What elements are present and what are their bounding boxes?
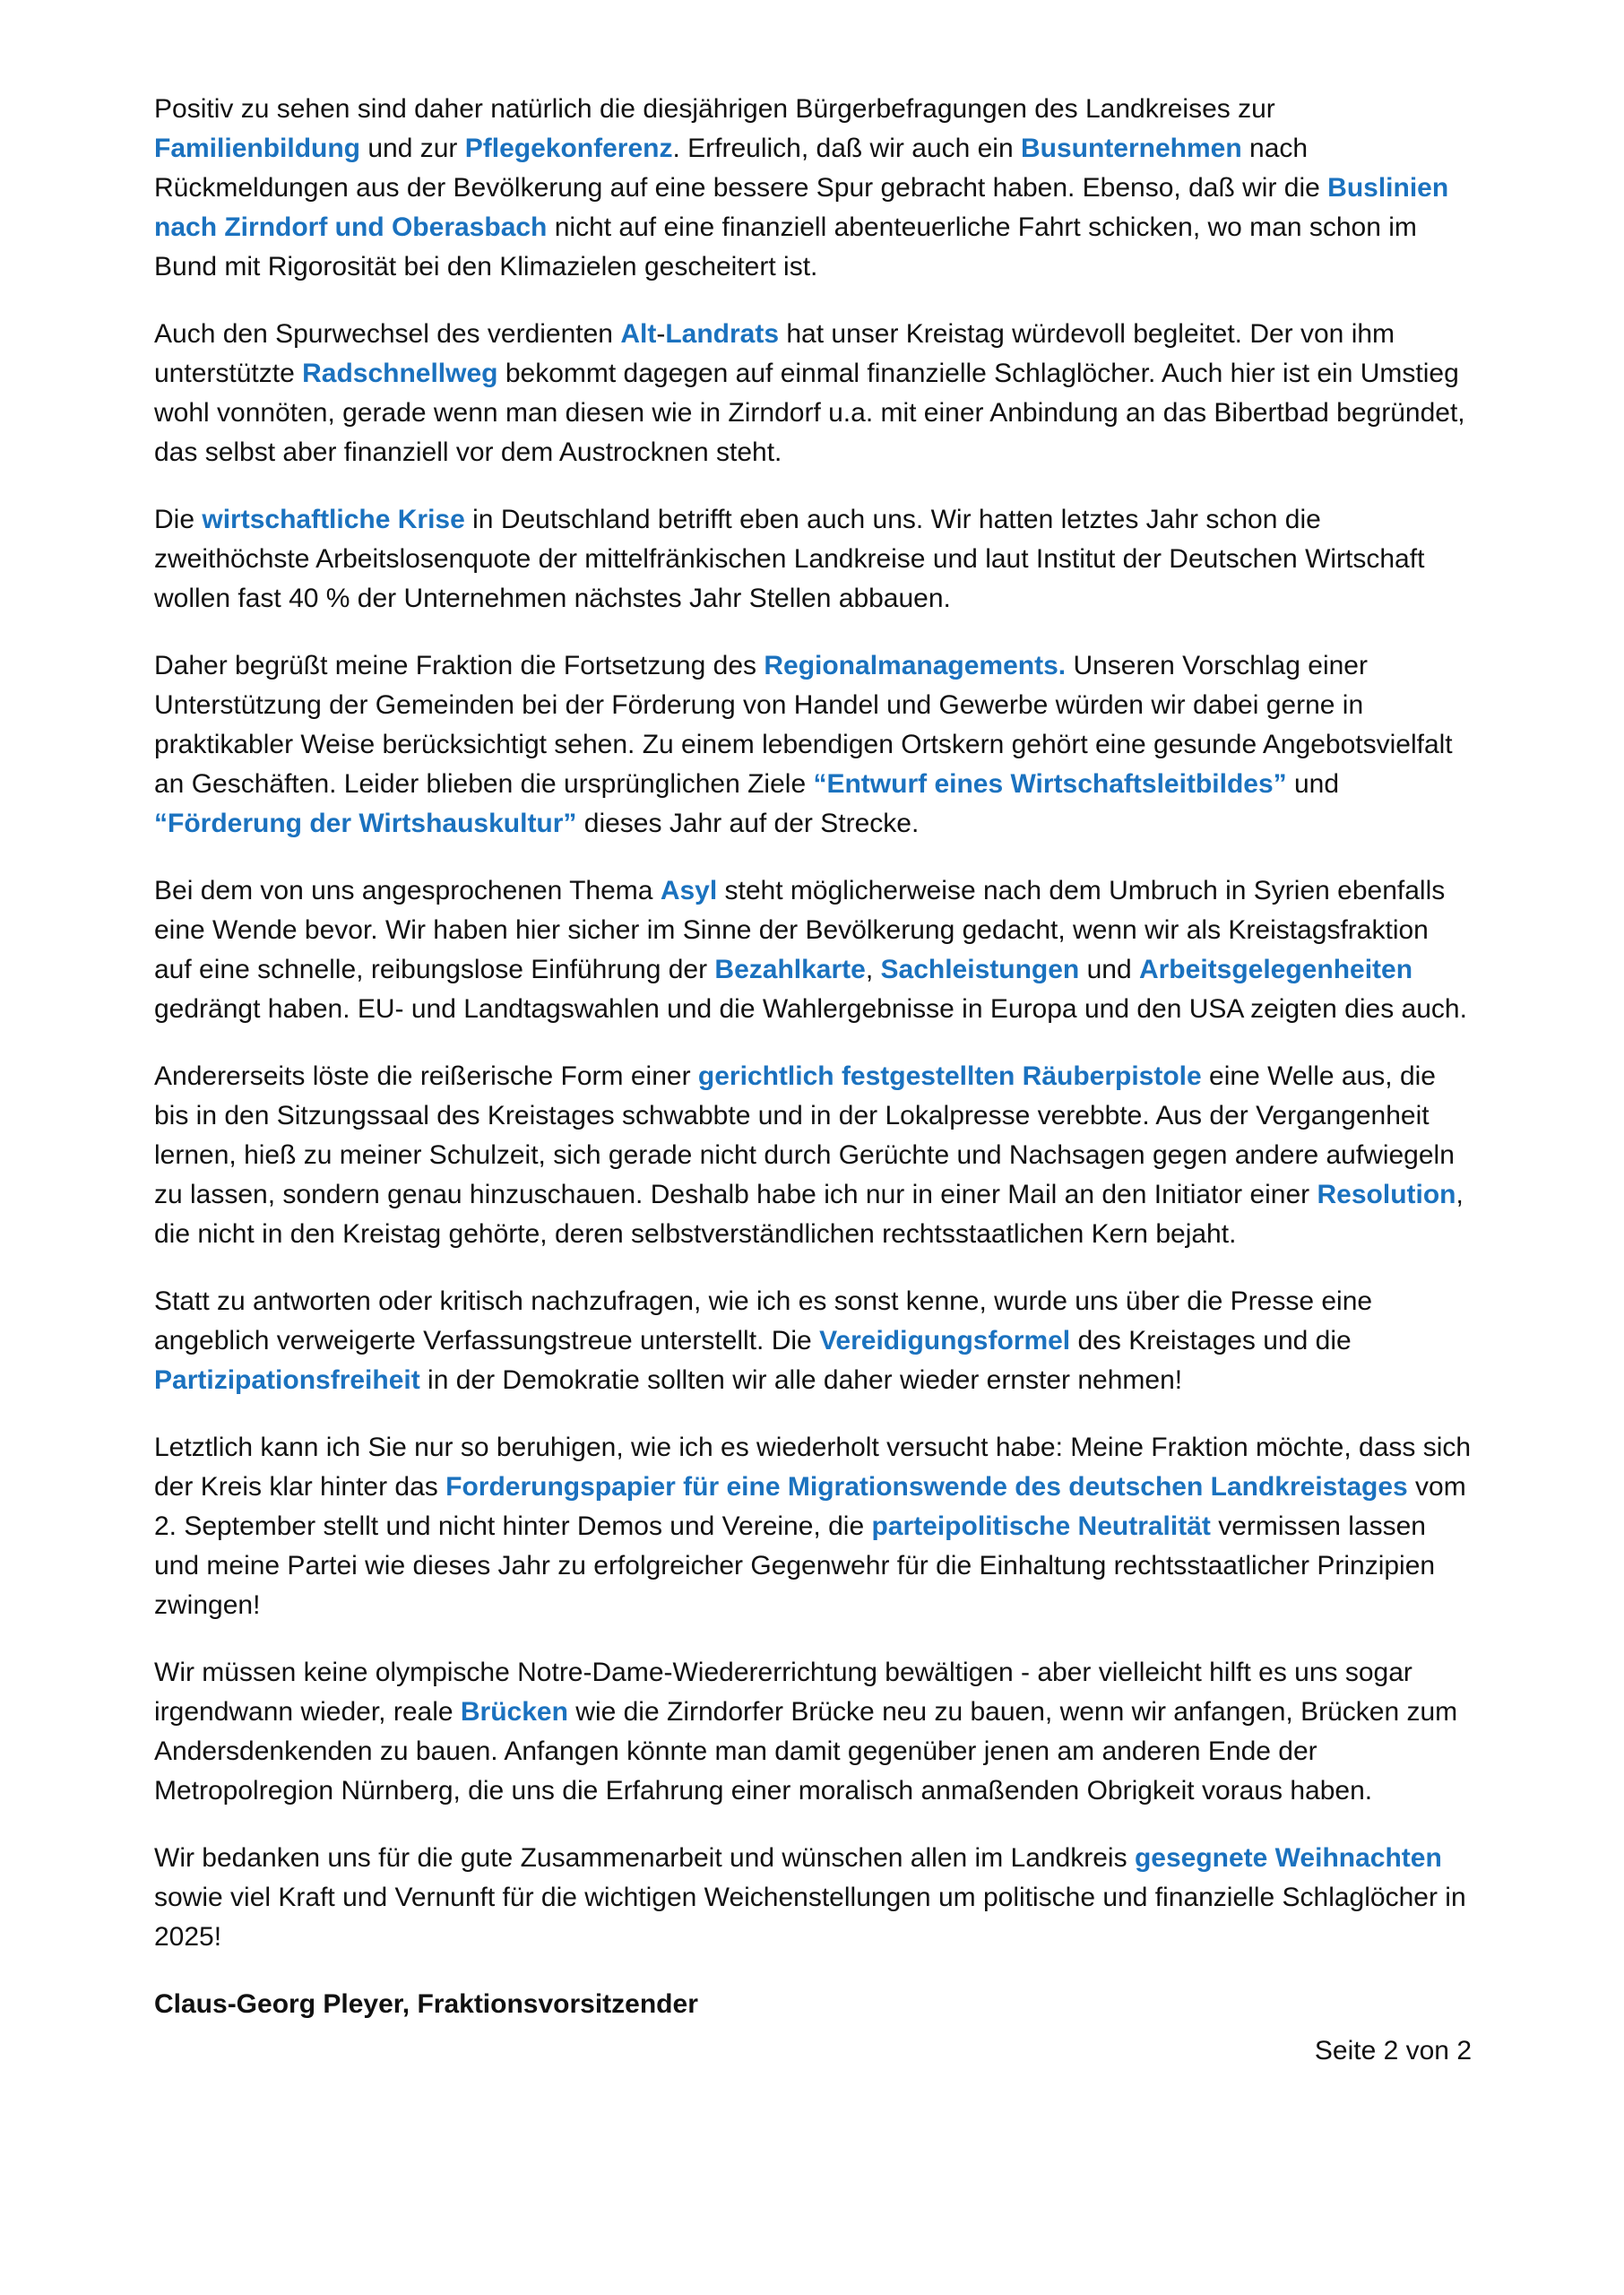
highlighted-term: gesegnete Weihnachten [1134, 1843, 1442, 1873]
text-run: Wir bedanken uns für die gute Zusammenarbeit und wünschen allen im Landkreis [154, 1843, 1135, 1873]
text-run: vom 2. September stellt und nicht hinter Demos und Vereine, die [154, 1472, 1466, 1541]
text-run: hat unser Kreistag würdevoll begleitet. Der von ihm unterstützte [154, 319, 1395, 388]
highlighted-term: Buslinien nach Zirndorf und Oberasbach [154, 173, 1449, 242]
paragraph [154, 646, 1472, 844]
text-run: , die nicht in den Kreistag gehörte, deren selbstverständlichen rechtsstaatlichen Kern bejaht. [154, 1180, 1464, 1249]
page-footer: Seite 2 von 2 [1314, 2036, 1472, 2066]
text-run: Statt zu antworten oder kritisch nachzufragen, wie ich es sonst kenne, wurde uns über die Presse eine angeblich verweigerte Verfassungstreue unterstellt. Die [154, 1286, 1373, 1355]
text-run: dieses Jahr auf der Strecke. [576, 809, 920, 838]
text-run: Auch den Spurwechsel des verdienten [154, 319, 621, 349]
text-run: Letztlich kann ich Sie nur so beruhigen, wie ich es wiederholt versucht habe: Meine Fraktion möchte, dass sich der Kreis klar hinter das [154, 1433, 1472, 1502]
text-run: Daher begrüßt meine Fraktion die Fortsetzung des [154, 651, 764, 680]
text-run: , [865, 955, 881, 984]
highlighted-term: Vereidigungsformel [819, 1326, 1071, 1355]
highlighted-term: Forderungspapier für eine Migrationswende des deutschen Landkreistages [445, 1472, 1408, 1502]
paragraph [154, 90, 1472, 287]
highlighted-term: “Förderung der Wirtshauskultur” [154, 809, 577, 838]
text-run: und [1079, 955, 1139, 984]
text-run: nicht auf eine finanziell abenteuerliche Fahrt schicken, wo man schon im Bund mit Rigorosität bei den Klimazielen gescheitert ist. [154, 212, 1417, 281]
text-run: Unseren Vorschlag einer Unterstützung der Gemeinden bei der Förderung von Handel und Gewerbe würden wir dabei gerne in praktikabler Weise berücksichtigt sehen. Zu einem lebendigen Ortskern gehört eine gesunde Angebotsvielfalt an Geschäften. Leider blieben die ursprünglichen Ziele [154, 651, 1453, 799]
text-run: in der Demokratie sollten wir alle daher wieder ernster nehmen! [419, 1365, 1183, 1395]
text-run: - [656, 319, 666, 349]
paragraph [154, 1653, 1472, 1811]
signature: Claus-Georg Pleyer, Fraktionsvorsitzender [154, 1989, 698, 2019]
highlighted-term: Resolution [1317, 1180, 1456, 1209]
text-run: Andererseits löste die reißerische Form einer [154, 1061, 698, 1091]
text-run: wie die Zirndorfer Brücke neu zu bauen, wenn wir anfangen, Brücken zum Andersdenkenden zu bauen. Anfangen könnte man damit gegenüber jenen am anderen Ende der Metropolregion Nürnberg, die uns die Erfahrung einer moralisch anmaßenden Obrigkeit voraus haben. [154, 1697, 1458, 1806]
highlighted-term: Busunternehmen [1020, 134, 1242, 163]
paragraph [154, 315, 1472, 472]
text-run: sowie viel Kraft und Vernunft für die wichtigen Weichenstellungen um politische und finanzielle Schlaglöcher in 2025! [154, 1883, 1466, 1952]
highlighted-term: Asyl [660, 876, 718, 905]
highlighted-term: “Entwurf eines Wirtschaftsleitbildes” [813, 769, 1287, 799]
paragraph [154, 1428, 1472, 1625]
text-run: vermissen lassen und meine Partei wie dieses Jahr zu erfolgreicher Gegenwehr für die Einhaltung rechtsstaatlicher Prinzipien zwingen! [154, 1511, 1436, 1620]
paragraph [154, 1282, 1472, 1400]
text-run: des Kreistages und die [1070, 1326, 1352, 1355]
paragraph [154, 500, 1472, 619]
highlighted-term: gerichtlich festgestellten Räuberpistole [697, 1061, 1202, 1091]
text-run: gedrängt haben. EU- und Landtagswahlen und die Wahlergebnisse in Europa und den USA zeigten dies auch. [154, 994, 1467, 1024]
text-run: bekommt dagegen auf einmal finanzielle Schlaglöcher. Auch hier ist ein Umstieg wohl vonnöten, gerade wenn man diesen wie in Zirndorf u.a. mit einer Anbindung an das Bibertbad begründet, das selbst aber finanziell vor dem Austrocknen steht. [154, 359, 1465, 467]
highlighted-term: Pflegekonferenz [464, 134, 673, 163]
highlighted-term: Regionalmanagements. [764, 651, 1067, 680]
highlighted-term: Arbeitsgelegenheiten [1138, 955, 1413, 984]
highlighted-term: wirtschaftliche Krise [202, 505, 465, 534]
text-run: Die [154, 505, 203, 534]
text-run: und [1286, 769, 1340, 799]
highlighted-term: Landrats [665, 319, 780, 349]
text-run: . Erfreulich, daß wir auch ein [672, 134, 1021, 163]
paragraph [154, 871, 1472, 1029]
text-run: Wir müssen keine olympische Notre-Dame-Wiedererrichtung bewältigen - aber vielleicht hilft es uns sogar irgendwann wieder, reale [154, 1658, 1412, 1727]
paragraph [154, 1839, 1472, 1957]
highlighted-term: Sachleistungen [880, 955, 1080, 984]
highlighted-term: Partizipationsfreiheit [154, 1365, 420, 1395]
text-run: in Deutschland betrifft eben auch uns. Wir hatten letztes Jahr schon die zweithöchste Arbeitslosenquote der mittelfränkischen Landkreise und laut Institut der Deutschen Wirtschaft wollen fast 40 % der Unternehmen nächstes Jahr Stellen abbauen. [154, 505, 1425, 613]
text-run: und zur [360, 134, 465, 163]
body-text [154, 90, 1472, 1957]
highlighted-term: Alt [620, 319, 657, 349]
text-run: Positiv zu sehen sind daher natürlich die diesjährigen Bürgerbefragungen des Landkreises zur [154, 94, 1275, 124]
document-page [154, 90, 1472, 2071]
highlighted-term: Familienbildung [154, 134, 360, 163]
text-run: Bei dem von uns angesprochenen Thema [154, 876, 661, 905]
paragraph [154, 1057, 1472, 1254]
text-run: steht möglicherweise nach dem Umbruch in Syrien ebenfalls eine Wende bevor. Wir haben hier sicher im Sinne der Bevölkerung gedacht, wenn wir als Kreistagsfraktion auf eine schnelle, reibungslose Einführung der [154, 876, 1446, 984]
highlighted-term: parteipolitische Neutralität [871, 1511, 1211, 1541]
highlighted-term: Brücken [460, 1697, 568, 1727]
highlighted-term: Bezahlkarte [714, 955, 866, 984]
highlighted-term: Radschnellweg [302, 359, 498, 388]
text-run: nach Rückmeldungen aus der Bevölkerung auf eine bessere Spur gebracht haben. Ebenso, daß wir die [154, 134, 1328, 203]
text-run: eine Welle aus, die bis in den Sitzungssaal des Kreistages schwabbte und in der Lokalpresse verebbte. Aus der Vergangenheit lernen, hieß zu meiner Schulzeit, sich gerade nicht durch Gerüchte und Nachsagen gegen andere aufwiegeln zu lassen, sondern genau hinzuschauen. Deshalb habe ich nur in einer Mail an den Initiator einer [154, 1061, 1455, 1209]
